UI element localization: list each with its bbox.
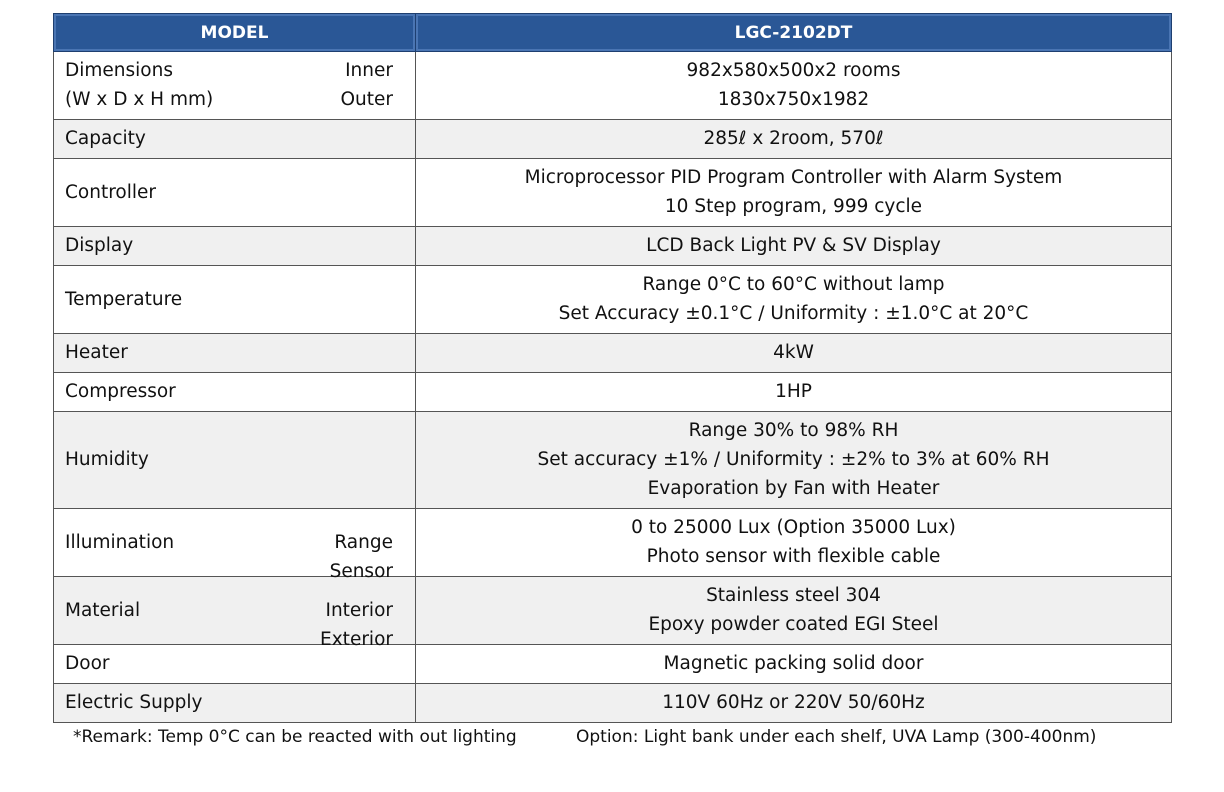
- spec-value: Range 30% to 98% RH: [688, 420, 899, 441]
- spec-value-cell: [416, 412, 1172, 509]
- spec-value: 1HP: [775, 381, 812, 402]
- spec-label-cell: [54, 509, 416, 582]
- spec-value-cell: [416, 684, 1172, 723]
- spec-row: [54, 373, 1172, 412]
- spec-value: 10 Step program, 999 cycle: [664, 196, 923, 217]
- spec-label: Material: [65, 599, 141, 621]
- spec-label: Controller: [65, 181, 157, 203]
- spec-label: Capacity: [65, 128, 146, 149]
- spec-row: [54, 227, 1172, 266]
- spec-value-cell: [416, 227, 1172, 266]
- spec-value: 285ℓ x 2room, 570ℓ: [703, 128, 884, 149]
- spec-label: (W x D x H mm): [65, 89, 214, 110]
- spec-row: [54, 52, 1172, 120]
- spec-label-cell: [54, 159, 416, 227]
- spec-value: Range 0°C to 60°C without lamp: [642, 274, 945, 295]
- spec-sub-label: Exterior: [320, 628, 393, 650]
- spec-value: Photo sensor with flexible cable: [646, 546, 941, 567]
- spec-row: [54, 509, 1172, 577]
- spec-value: 110V 60Hz or 220V 50/60Hz: [662, 692, 925, 713]
- spec-label-cell: [54, 645, 416, 684]
- spec-value: Set Accuracy ±0.1°C / Uniformity : ±1.0°C at 20°C: [558, 303, 1029, 324]
- spec-row: [54, 684, 1172, 723]
- spec-body: [54, 52, 1172, 723]
- spec-label-cell: [54, 266, 416, 334]
- spec-value-cell: [416, 266, 1172, 334]
- spec-sub-labels: [320, 596, 393, 654]
- spec-sub-labels: [340, 56, 393, 114]
- model-header: MODEL: [54, 14, 416, 52]
- spec-row: [54, 120, 1172, 159]
- spec-sub-label: Interior: [325, 599, 393, 621]
- spec-label: Electric Supply: [65, 692, 203, 713]
- spec-value-cell: [416, 577, 1172, 645]
- option-note: Option: Light bank under each shelf, UVA Lamp (300-400nm): [576, 727, 1097, 747]
- model-value-header: LGC-2102DT: [416, 14, 1172, 52]
- spec-label: Door: [65, 653, 110, 674]
- remarks: [73, 726, 1173, 748]
- spec-label: Humidity: [65, 449, 149, 470]
- spec-label: Dimensions: [65, 60, 173, 81]
- spec-value-cell: [416, 52, 1172, 120]
- spec-row: [54, 577, 1172, 645]
- spec-value-cell: [416, 509, 1172, 577]
- spec-value-cell: [416, 645, 1172, 684]
- spec-sub-label: Range: [334, 531, 393, 553]
- spec-row: [54, 266, 1172, 334]
- spec-label-cell: [54, 684, 416, 723]
- spec-value: 1830x750x1982: [717, 89, 870, 110]
- spec-sub-labels: [330, 528, 393, 586]
- spec-label-cell: [54, 52, 416, 120]
- spec-table: [53, 13, 1172, 723]
- spec-row: [54, 645, 1172, 684]
- spec-value: Stainless steel 304: [706, 585, 881, 606]
- spec-row: [54, 334, 1172, 373]
- spec-label-cell: [54, 334, 416, 373]
- spec-sub-label: Sensor: [329, 560, 393, 582]
- spec-label: Heater: [65, 342, 128, 363]
- spec-value: Microprocessor PID Program Controller with Alarm System: [524, 167, 1063, 188]
- spec-value-cell: [416, 373, 1172, 412]
- spec-value: Set accuracy ±1% / Uniformity : ±2% to 3% at 60% RH: [537, 449, 1050, 470]
- spec-value-cell: [416, 334, 1172, 373]
- spec-label-cell: [54, 120, 416, 159]
- spec-label-cell: [54, 227, 416, 266]
- spec-value: Magnetic packing solid door: [663, 653, 924, 674]
- spec-row: [54, 159, 1172, 227]
- spec-value-cell: [416, 120, 1172, 159]
- spec-label: Display: [65, 235, 134, 256]
- spec-sub-label: Outer: [340, 89, 393, 110]
- spec-label-cell: [54, 577, 416, 650]
- remark-note: *Remark: Temp 0°C can be reacted with out lighting: [73, 727, 517, 747]
- spec-label-cell: [54, 412, 416, 509]
- spec-label: Temperature: [65, 288, 183, 310]
- spec-label: Illumination: [65, 531, 175, 553]
- spec-value: Epoxy powder coated EGI Steel: [648, 614, 939, 635]
- header-row: [54, 14, 1172, 52]
- spec-value: LCD Back Light PV & SV Display: [646, 235, 941, 256]
- spec-sub-label: Inner: [345, 60, 393, 81]
- spec-value-cell: [416, 159, 1172, 227]
- spec-label-cell: [54, 373, 416, 412]
- spec-value: Evaporation by Fan with Heater: [647, 478, 940, 499]
- spec-label: Compressor: [65, 381, 176, 402]
- spec-row: [54, 412, 1172, 509]
- spec-value: 4kW: [773, 342, 814, 363]
- spec-value: 982x580x500x2 rooms: [686, 60, 901, 81]
- spec-value: 0 to 25000 Lux (Option 35000 Lux): [631, 517, 956, 538]
